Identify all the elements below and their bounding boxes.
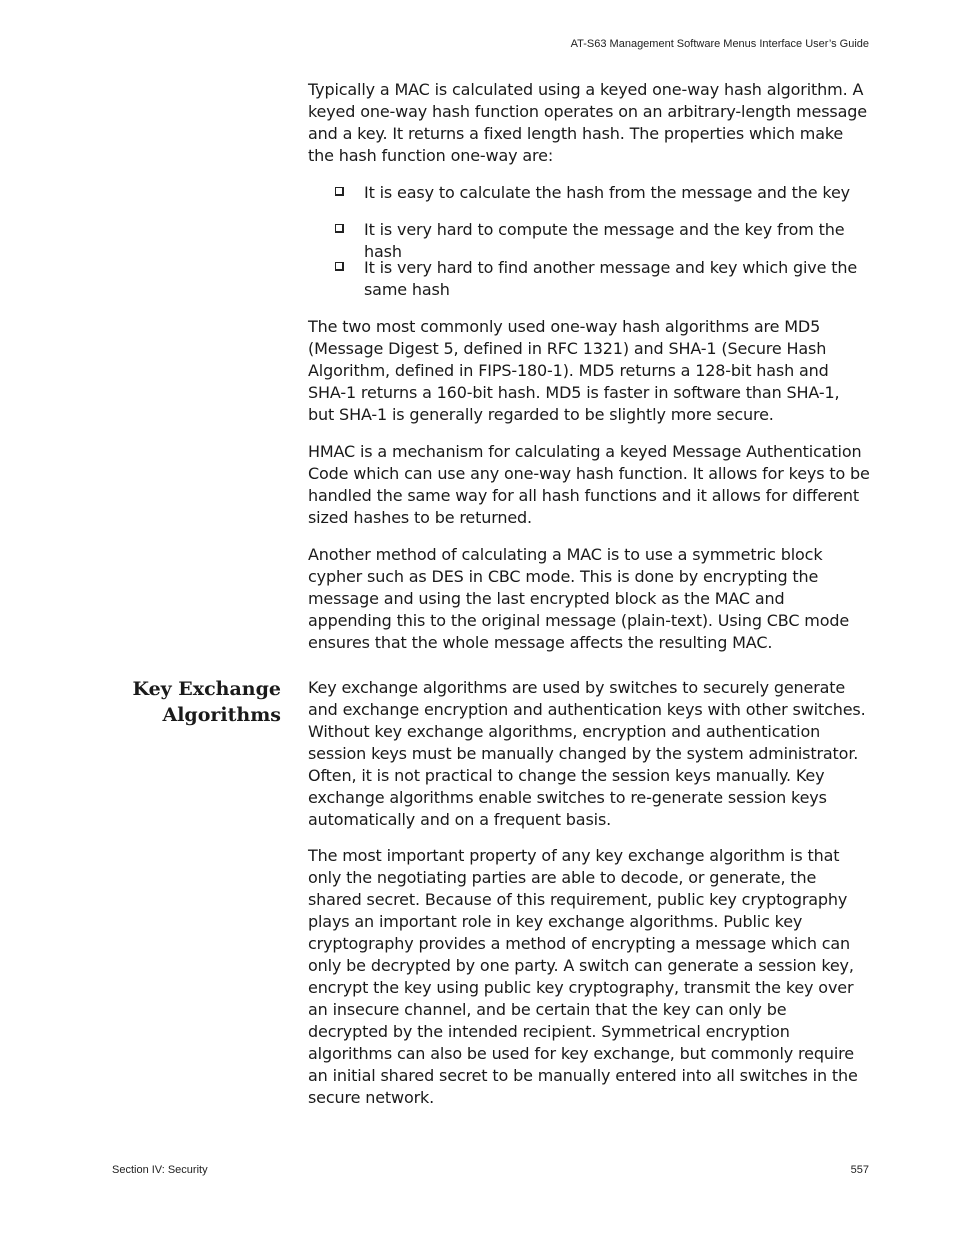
intro-paragraph-1 xyxy=(308,79,870,167)
intro-paragraph-4 xyxy=(308,544,870,654)
paragraph-text: HMAC is a mechanism for calculating a keyed Message Authentication Code which can use any one-way hash function. It allows for keys to be handled the same way for all hash functions and it allows for different sized hashes to be returned. xyxy=(308,442,870,527)
intro-paragraph-2 xyxy=(308,316,870,426)
section-heading-line2: Algorithms xyxy=(162,704,281,726)
paragraph-text: Typically a MAC is calculated using a keyed one-way hash algorithm. A keyed one-way hash function operates on an arbitrary-length message and a key. It returns a fixed length hash. The properties which make the hash function one-way are: xyxy=(308,80,867,165)
list-item-text: It is very hard to find another message and key which give the same hash xyxy=(364,258,858,299)
checkbox-bullet-icon xyxy=(335,262,344,271)
paragraph-text: The most important property of any key exchange algorithm is that only the negotiating parties are able to decode, or generate, the shared secret. Because of this requirement, public key cryptography plays an important role in key exchange algorithms. Public key cryptography provides a method of encrypting a message which can only be decrypted by one party. A switch can generate a session key, encrypt the key using public key cryptography, transmit the key over an insecure channel, and be certain that the key can only be decrypted by the intended recipient. Symmetrical encryption algorithms can also be used for key exchange, but commonly require an initial shared secret to be manually entered into all switches in the secure network. xyxy=(308,846,858,1107)
paragraph-text: Another method of calculating a MAC is to use a symmetric block cypher such as DES in CBC mode. This is done by encrypting the message and using the last encrypted block as the MAC and appending this to the original message (plain-text). Using CBC mode ensures that the whole message affects the resulting MAC. xyxy=(308,545,850,652)
checkbox-bullet-icon xyxy=(335,187,344,196)
section-heading-line1: Key Exchange xyxy=(132,678,281,700)
list-item-text: It is very hard to compute the message and the key from the hash xyxy=(364,220,845,261)
footer-section: Section IV: Security xyxy=(112,1164,208,1176)
list-item-text: It is easy to calculate the hash from the message and the key xyxy=(364,183,850,202)
key-exchange-paragraph-2 xyxy=(308,845,870,1109)
paragraph-text: Key exchange algorithms are used by switches to securely generate and exchange encryption and authentication keys with other switches. Without key exchange algorithms, encryption and authentication session keys must be manually changed by the system administrator. Often, it is not practical to change the session keys manually. Key exchange algorithms enable switches to re-generate session keys automatically and on a frequent basis. xyxy=(308,678,866,829)
key-exchange-paragraph-1 xyxy=(308,677,870,831)
section-heading xyxy=(112,676,281,728)
paragraph-text: The two most commonly used one-way hash algorithms are MD5 (Message Digest 5, defined in RFC 1321) and SHA-1 (Secure Hash Algorithm, defined in FIPS-180-1). MD5 returns a 128-bit hash and SHA-1 returns a 160-bit hash. MD5 is faster in software than SHA-1, but SHA-1 is generally regarded to be slightly more secure. xyxy=(308,317,840,424)
page-number: 557 xyxy=(850,1164,869,1176)
running-header: AT-S63 Management Software Menus Interface User’s Guide xyxy=(570,38,869,50)
intro-paragraph-3 xyxy=(308,441,870,529)
checkbox-bullet-icon xyxy=(335,224,344,233)
